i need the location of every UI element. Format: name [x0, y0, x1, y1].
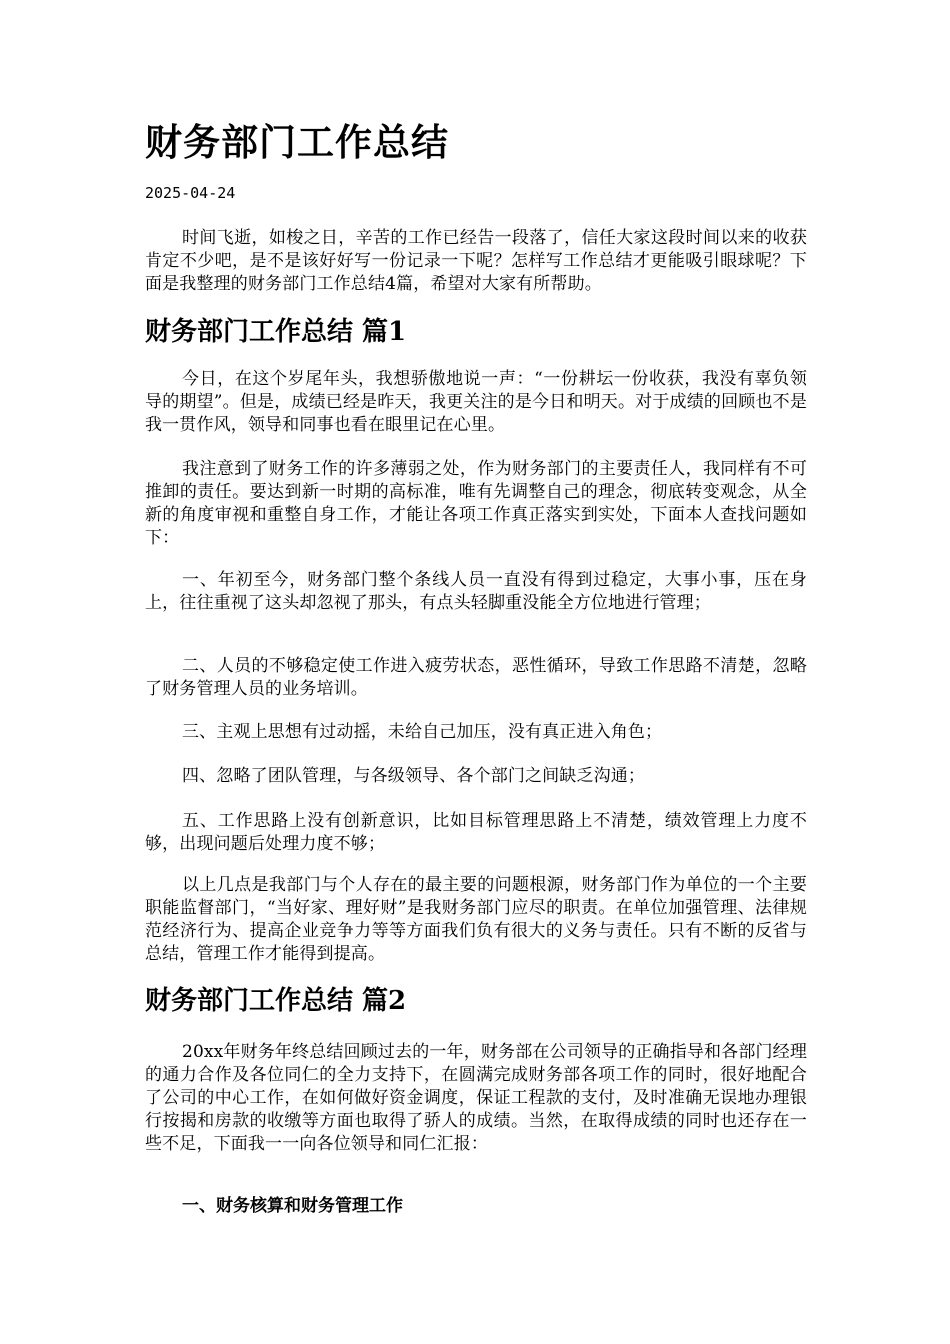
- section-1-paragraph-6: 四、忽略了团队管理，与各级领导、各个部门之间缺乏沟通；: [182, 766, 646, 786]
- section-1-paragraph-8: 以上几点是我部门与个人存在的最主要的问题根源，财务部门作为单位的一个主要职能监督部门，“当好家、理好财”是我财务部门应尽的职责。在单位加强管理、法律规范经济行为、提高企业竞争力等等方面我们负有很大的义务与责任。只有不断的反省与总结，管理工作才能得到提高。: [145, 875, 807, 964]
- section-1-paragraph-3: 一、年初至今，财务部门整个条线人员一直没有得到过稳定，大事小事，压在身上，往往重视了这头却忽视了那头，有点头轻脚重没能全方位地进行管理；: [145, 570, 807, 613]
- section-1-title: 财务部门工作总结 篇1: [145, 317, 407, 347]
- document-title: 财务部门工作总结: [145, 120, 449, 164]
- document-date: 2025-04-24: [145, 184, 236, 202]
- section-2-paragraph-1: 20xx年财务年终总结回顾过去的一年，财务部在公司领导的正确指导和各部门经理的通力合作及各位同仁的全力支持下，在圆满完成财务部各项工作的同时，很好地配合了公司的中心工作，在如何做好资金调度，保证工程款的支付，及时准确无误地办理银行按揭和房款的收缴等方面也取得了骄人的成绩。当然，在取得成绩的同时也还存在一些不足，下面我一一向各位领导和同仁汇报：: [145, 1042, 807, 1154]
- section-2-subheading: 一、财务核算和财务管理工作: [182, 1196, 403, 1216]
- section-2-title: 财务部门工作总结 篇2: [145, 986, 407, 1016]
- section-1-paragraph-1: 今日，在这个岁尾年头，我想骄傲地说一声：“一份耕坛一份收获，我没有辜负领导的期望”。但是，成绩已经是昨天，我更关注的是今日和明天。对于成绩的回顾也不是我一贯作风，领导和同事也看在眼里记在心里。: [145, 369, 807, 435]
- section-1-paragraph-2: 我注意到了财务工作的许多薄弱之处，作为财务部门的主要责任人，我同样有不可推卸的责任。要达到新一时期的高标准，唯有先调整自己的理念，彻底转变观念，从全新的角度审视和重整自身工作，才能让各项工作真正落实到实处，下面本人查找问题如下：: [145, 459, 807, 548]
- section-1-paragraph-7: 五、工作思路上没有创新意识，比如目标管理思路上不清楚，绩效管理上力度不够，出现问题后处理力度不够；: [145, 811, 807, 854]
- section-1-paragraph-5: 三、主观上思想有过动摇，未给自己加压，没有真正进入角色；: [182, 722, 663, 742]
- section-1-paragraph-4: 二、人员的不够稳定使工作进入疲劳状态，恶性循环，导致工作思路不清楚，忽略了财务管理人员的业务培训。: [145, 656, 807, 699]
- intro-paragraph: 时间飞逝，如梭之日，辛苦的工作已经告一段落了，信任大家这段时间以来的收获肯定不少吧，是不是该好好写一份记录一下呢？怎样写工作总结才更能吸引眼球呢？下面是我整理的财务部门工作总结4篇，希望对大家有所帮助。: [145, 228, 807, 294]
